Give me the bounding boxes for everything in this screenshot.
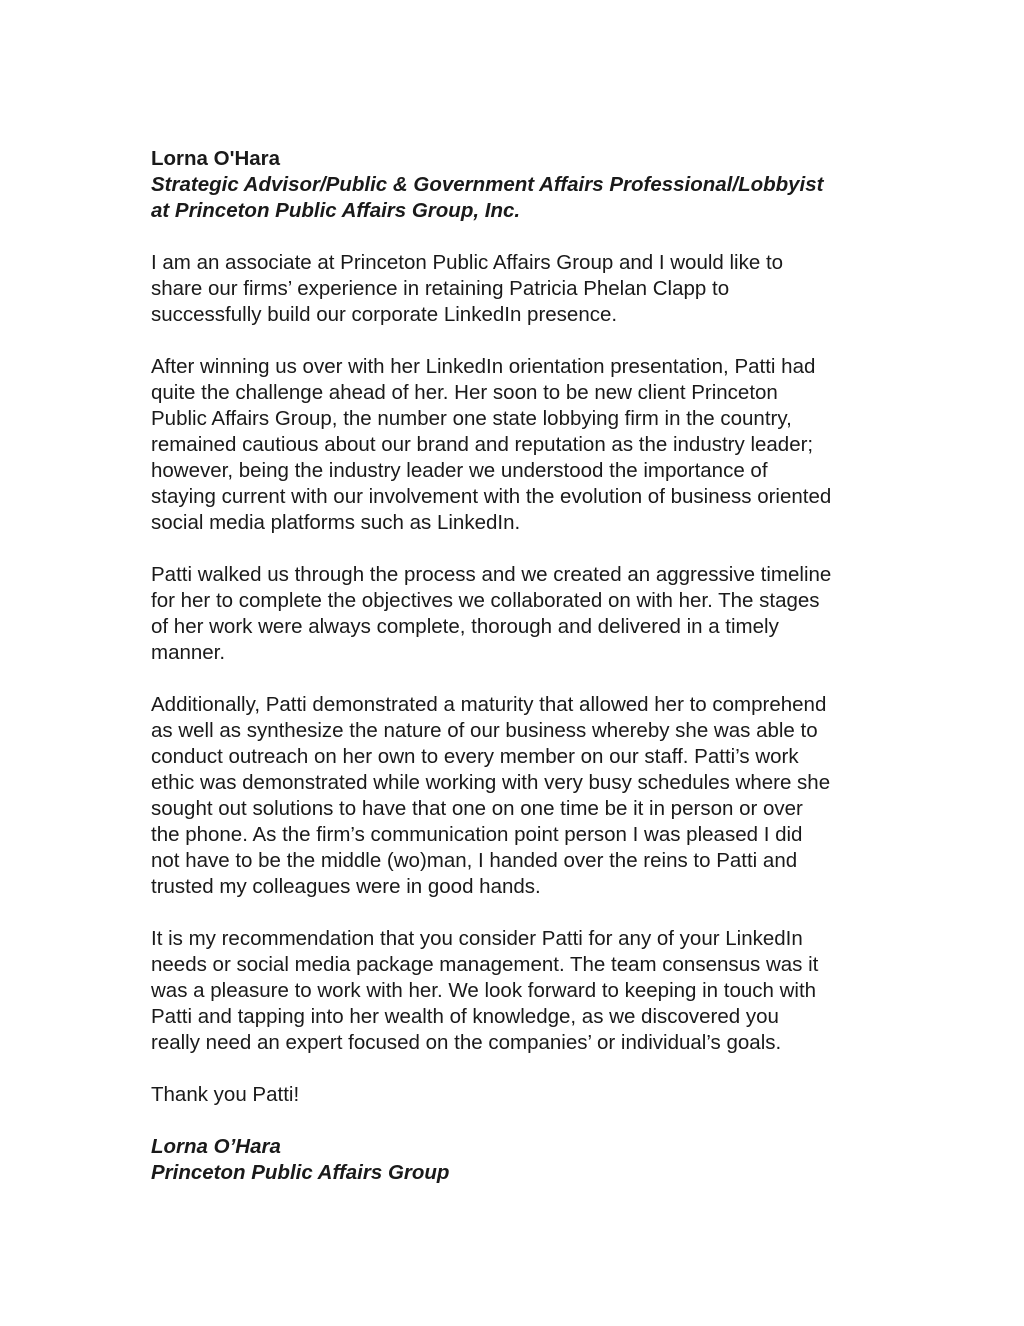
letter-header [151, 146, 891, 224]
spacer [151, 1056, 891, 1082]
paragraph-line: however, being the industry leader we understood the importance of [151, 459, 768, 482]
paragraph-3 [151, 562, 891, 666]
spacer [151, 666, 891, 692]
paragraph-line: social media platforms such as LinkedIn. [151, 511, 521, 534]
paragraph-1 [151, 250, 891, 328]
paragraph-line: Patti walked us through the process and we created an aggressive timeline [151, 563, 832, 586]
author-title-line-2: at Princeton Public Affairs Group, Inc. [151, 199, 521, 222]
paragraph-4 [151, 692, 891, 900]
paragraph-5 [151, 926, 891, 1056]
paragraph-line: not have to be the middle (wo)man, I handed over the reins to Patti and [151, 849, 798, 872]
paragraph-line: really need an expert focused on the companies’ or individual’s goals. [151, 1031, 782, 1054]
paragraph-line: for her to complete the objectives we collaborated on with her. The stages [151, 589, 820, 612]
paragraph-line: ethic was demonstrated while working with very busy schedules where she [151, 771, 831, 794]
paragraph-line: remained cautious about our brand and reputation as the industry leader; [151, 433, 814, 456]
spacer [151, 900, 891, 926]
paragraph-line: needs or social media package management. The team consensus was it [151, 953, 819, 976]
paragraph-line: sought out solutions to have that one on one time be it in person or over [151, 797, 803, 820]
paragraph-line: of her work were always complete, thorough and delivered in a timely [151, 615, 779, 638]
paragraph-line: I am an associate at Princeton Public Affairs Group and I would like to [151, 251, 784, 274]
spacer [151, 328, 891, 354]
letter-page [151, 146, 891, 1186]
spacer [151, 536, 891, 562]
paragraph-line: was a pleasure to work with her. We look forward to keeping in touch with [151, 979, 817, 1002]
paragraph-line: trusted my colleagues were in good hands. [151, 875, 541, 898]
paragraph-line: Patti and tapping into her wealth of knowledge, as we discovered you [151, 1005, 779, 1028]
spacer [151, 1108, 891, 1134]
paragraph-line: manner. [151, 641, 226, 664]
signature-organization: Princeton Public Affairs Group [151, 1161, 450, 1184]
paragraph-line: staying current with our involvement with the evolution of business oriented [151, 485, 832, 508]
author-name: Lorna O'Hara [151, 147, 281, 170]
signature-name: Lorna O’Hara [151, 1135, 281, 1158]
closing-line: Thank you Patti! [151, 1083, 300, 1106]
signature-block [151, 1134, 891, 1186]
paragraph-line: the phone. As the firm’s communication point person I was pleased I did [151, 823, 803, 846]
paragraph-2 [151, 354, 891, 536]
paragraph-line: conduct outreach on her own to every member on our staff. Patti’s work [151, 745, 799, 768]
paragraph-line: Public Affairs Group, the number one state lobbying firm in the country, [151, 407, 792, 430]
paragraph-line: share our firms’ experience in retaining Patricia Phelan Clapp to [151, 277, 730, 300]
paragraph-line: Additionally, Patti demonstrated a maturity that allowed her to comprehend [151, 693, 827, 716]
paragraph-line: After winning us over with her LinkedIn orientation presentation, Patti had [151, 355, 816, 378]
paragraph-line: quite the challenge ahead of her. Her soon to be new client Princeton [151, 381, 778, 404]
paragraph-line: successfully build our corporate LinkedIn presence. [151, 303, 618, 326]
paragraph-line: as well as synthesize the nature of our business whereby she was able to [151, 719, 818, 742]
spacer [151, 224, 891, 250]
author-title-line-1: Strategic Advisor/Public & Government Affairs Professional/Lobbyist [151, 173, 824, 196]
paragraph-line: It is my recommendation that you consider Patti for any of your LinkedIn [151, 927, 803, 950]
